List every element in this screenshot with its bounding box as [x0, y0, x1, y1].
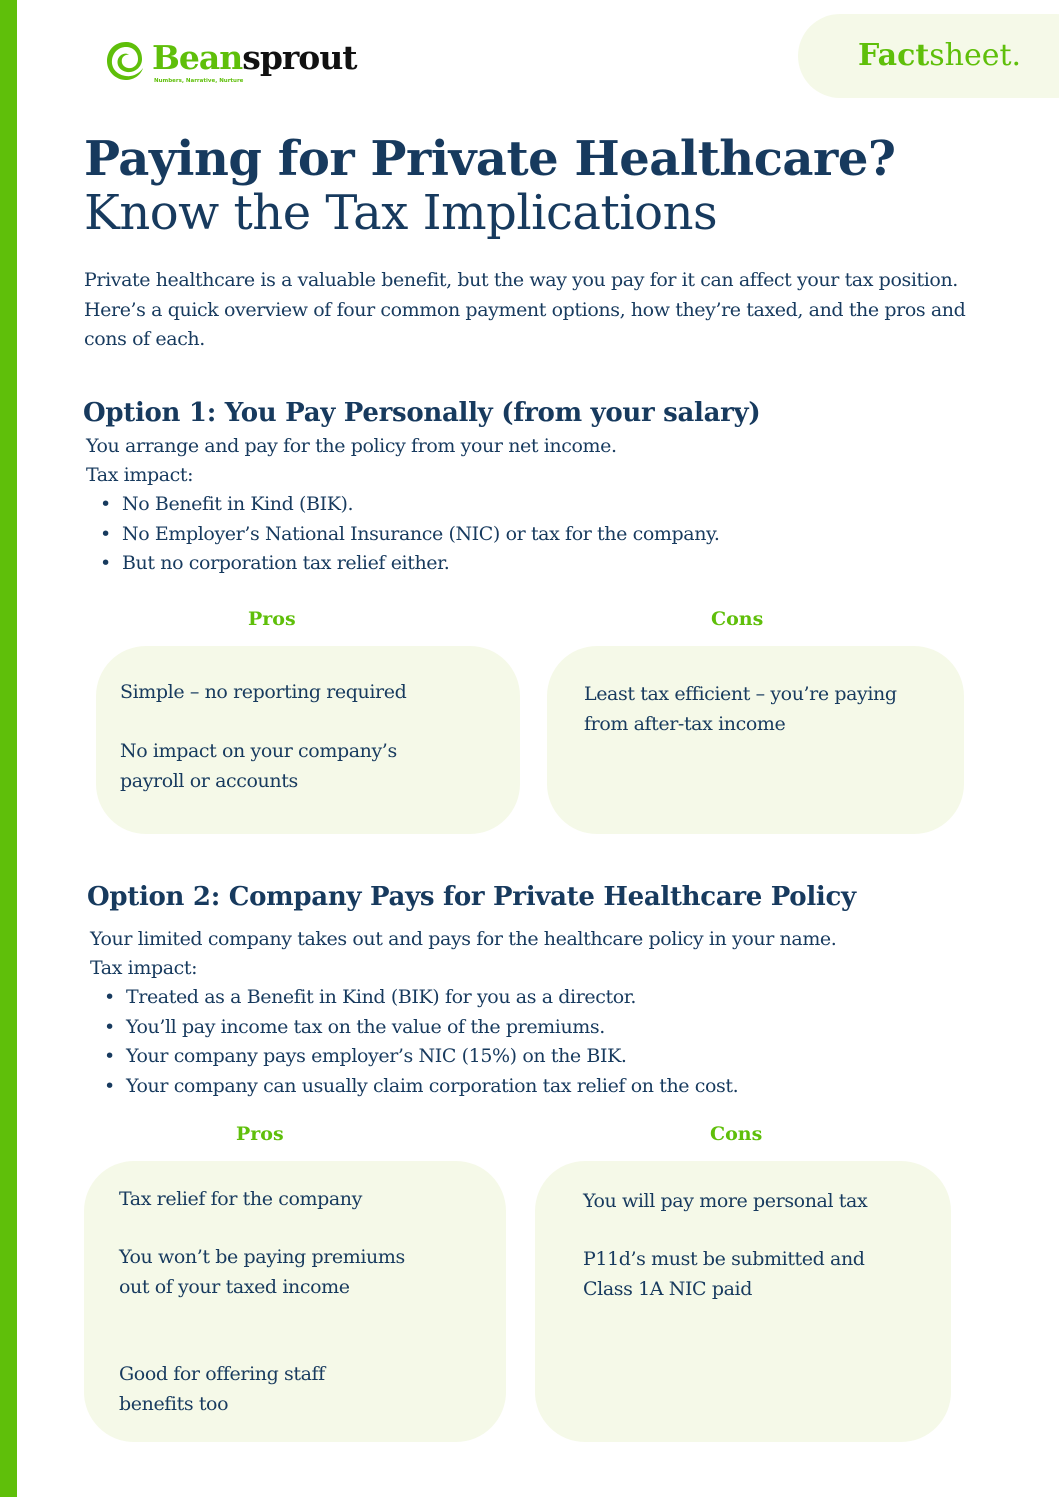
pro-item: Simple – no reporting required [120, 681, 407, 703]
option-1-bullets [86, 490, 719, 579]
option-2-pros-label: Pros [236, 1123, 284, 1145]
option-1-cons-label: Cons [711, 608, 764, 630]
side-accent-bar [0, 0, 17, 1497]
factsheet-regular: sheet. [929, 38, 1022, 73]
option-1-tax-label: Tax impact: [86, 464, 194, 486]
option-1-pros-label: Pros [248, 608, 296, 630]
brand-name-part1: Bean [152, 38, 243, 77]
brand-tagline: Numbers, Narrative, Nurture [154, 78, 244, 84]
con-item: You will pay more personal tax [583, 1190, 868, 1212]
con-item: P11d’s must be submitted and Class 1A NIC paid [583, 1248, 865, 1300]
option-2-heading: Option 2: Company Pays for Private Healthcare Policy [87, 882, 856, 912]
bullet-item: • Your company can usually claim corporation tax relief on the cost. [90, 1072, 738, 1102]
pro-item: Tax relief for the company [119, 1188, 362, 1210]
swirl-icon [104, 38, 148, 84]
pro-item: Good for offering staff benefits too [119, 1363, 325, 1415]
pro-item: No impact on your company’s payroll or accounts [120, 740, 397, 792]
bullet-item: • You’ll pay income tax on the value of the premiums. [90, 1013, 738, 1043]
option-1-cons-card [547, 646, 964, 834]
bullet-item: • But no corporation tax relief either. [86, 549, 719, 579]
option-2-tax-label: Tax impact: [90, 957, 198, 979]
con-item: Least tax efficient – you’re paying from after-tax income [584, 683, 897, 735]
bullet-item: • No Benefit in Kind (BIK). [86, 490, 719, 520]
option-2-bullets [90, 983, 738, 1101]
factsheet-bold: Fact [858, 38, 930, 73]
brand-name-part2: sprout [242, 38, 357, 77]
bullet-item: • No Employer’s National Insurance (NIC) or tax for the company. [86, 520, 719, 550]
factsheet-label [858, 38, 1021, 74]
option-2-cons-label: Cons [710, 1123, 763, 1145]
brand-logo [104, 38, 357, 84]
pro-item: You won’t be paying premiums out of your taxed income [119, 1246, 405, 1298]
page-subtitle: Know the Tax Implications [84, 185, 718, 241]
option-2-description: Your limited company takes out and pays for the healthcare policy in your name. [90, 928, 837, 950]
option-1-description: You arrange and pay for the policy from your net income. [86, 435, 617, 457]
intro-paragraph: Private healthcare is a valuable benefit, but the way you pay for it can affect your tax position. Here’s a quick overview of four common payment options, how they’re taxed, and the pros and cons of each. [84, 269, 966, 350]
bullet-item: • Treated as a Benefit in Kind (BIK) for you as a director. [90, 983, 738, 1013]
bullet-item: • Your company pays employer’s NIC (15%) on the BIK. [90, 1042, 738, 1072]
page-title: Paying for Private Healthcare? [84, 131, 896, 187]
option-1-heading: Option 1: You Pay Personally (from your salary) [83, 398, 761, 428]
